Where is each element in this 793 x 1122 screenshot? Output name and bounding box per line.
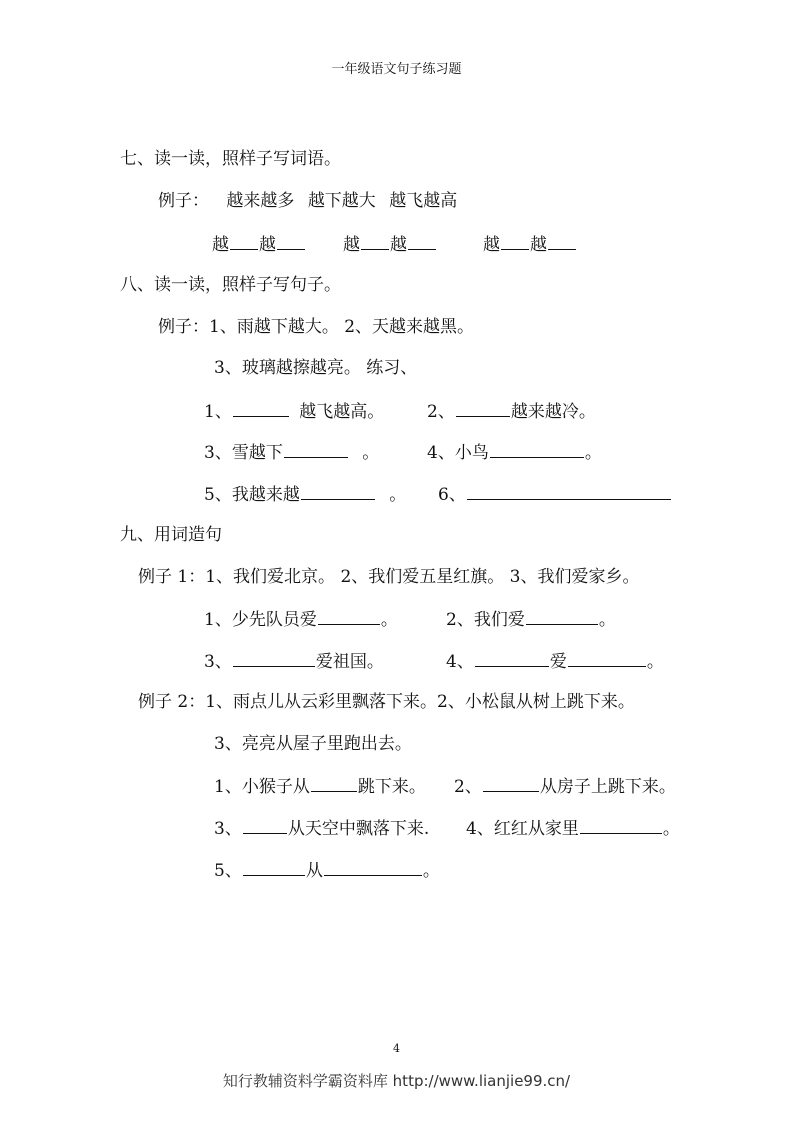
page-number: 4 (393, 1042, 400, 1055)
answer-blank[interactable] (526, 607, 598, 625)
example-label: 例子： (158, 191, 209, 211)
item-text: 。 (584, 443, 602, 463)
answer-blank[interactable] (318, 607, 380, 625)
section-9-b1 (214, 774, 426, 798)
answer-blank[interactable] (490, 440, 584, 458)
section-8-q6 (438, 482, 672, 506)
item-number: 4、 (446, 652, 474, 672)
example-word: 越来越多 (226, 191, 295, 211)
section-8-q1 (204, 399, 384, 423)
section-9-b3 (214, 816, 429, 840)
item-text: 1、小猴子从 (214, 777, 310, 797)
item-text: 1、少先队员爱 (204, 610, 317, 630)
section-8-q2 (427, 399, 596, 423)
section-7-fill-2 (343, 232, 437, 256)
example-word: 越飞越高 (389, 191, 458, 211)
answer-blank[interactable] (243, 816, 287, 834)
page-header: 一年级语文句子练习题 (331, 62, 462, 77)
section-8-q5 (204, 482, 406, 506)
answer-blank[interactable] (243, 858, 305, 876)
item-number: 1、 (204, 402, 232, 422)
answer-blank[interactable] (277, 232, 305, 250)
section-8-example-1: 例子：1、雨越下越大。 2、天越来越黑。 (158, 317, 475, 337)
answer-blank[interactable] (483, 774, 539, 792)
item-text: 。 (422, 861, 440, 881)
item-text: 。 (389, 485, 407, 505)
section-7-example (158, 190, 457, 212)
item-text: 。 (362, 443, 380, 463)
answer-blank[interactable] (467, 482, 671, 500)
page-footer[interactable]: 知行教辅资料学霸资料库 http://www.lianjie99.cn/ (222, 1072, 571, 1090)
item-text: 2、我们爱 (446, 610, 525, 630)
answer-blank[interactable] (408, 232, 436, 250)
section-7-fill-3 (483, 232, 577, 256)
answer-blank[interactable] (580, 816, 662, 834)
answer-blank[interactable] (456, 399, 510, 417)
answer-blank[interactable] (233, 399, 289, 417)
item-number: 3、 (204, 652, 232, 672)
section-9-title: 九、用词造句 (120, 525, 222, 545)
section-7-fill-1 (212, 232, 306, 256)
section-8-q3 (204, 440, 379, 464)
item-text: 5、我越来越 (204, 485, 300, 505)
answer-blank[interactable] (311, 774, 357, 792)
item-number: 2、 (454, 777, 482, 797)
item-text: 越来越冷。 (510, 402, 596, 422)
item-text: 。 (598, 610, 616, 630)
fill-char: 越 (343, 235, 360, 255)
section-9-a4 (446, 649, 664, 673)
item-number: 6、 (438, 485, 466, 505)
fill-char: 越 (530, 235, 547, 255)
section-9-a1 (204, 607, 398, 631)
item-text: 越飞越高。 (299, 402, 385, 422)
item-number: 5、 (214, 861, 242, 881)
example-word: 越下越大 (307, 191, 376, 211)
item-text: 。 (662, 819, 680, 839)
fill-char: 越 (259, 235, 276, 255)
item-text: 爱祖国。 (315, 652, 384, 672)
item-text: 3、雪越下 (204, 443, 283, 463)
section-9-a3 (204, 649, 384, 673)
answer-blank[interactable] (361, 232, 389, 250)
answer-blank[interactable] (501, 232, 529, 250)
item-number: 2、 (427, 402, 455, 422)
section-9-example-2b: 3、亮亮从屋子里跑出去。 (214, 734, 412, 754)
answer-blank[interactable] (233, 649, 315, 667)
item-number: 3、 (214, 819, 242, 839)
item-text: 。 (646, 652, 664, 672)
section-9-a2 (446, 607, 616, 631)
fill-char: 越 (483, 235, 500, 255)
item-text: 跳下来。 (357, 777, 426, 797)
item-text: 。 (380, 610, 398, 630)
section-8-example-2: 3、玻璃越擦越亮。 练习、 (214, 358, 418, 378)
answer-blank[interactable] (568, 649, 646, 667)
item-text: 爱 (549, 652, 567, 672)
section-9-b4 (466, 816, 680, 840)
section-9-b2 (454, 774, 676, 798)
answer-blank[interactable] (301, 482, 375, 500)
item-text: 从天空中飘落下来. (287, 819, 430, 839)
answer-blank[interactable] (230, 232, 258, 250)
section-8-title: 八、读一读，照样子写句子。 (120, 275, 341, 295)
section-9-b5 (214, 858, 440, 882)
section-9-example-1: 例子 1：1、我们爱北京。 2、我们爱五星红旗。 3、我们爱家乡。 (138, 567, 640, 587)
item-text: 从房子上跳下来。 (539, 777, 676, 797)
fill-char: 越 (390, 235, 407, 255)
fill-char: 越 (212, 235, 229, 255)
answer-blank[interactable] (475, 649, 549, 667)
section-9-example-2: 例子 2：1、雨点儿从云彩里飘落下来。2、小松鼠从树上跳下来。 (138, 692, 635, 712)
answer-blank[interactable] (548, 232, 576, 250)
answer-blank[interactable] (324, 858, 422, 876)
item-text: 从 (305, 861, 323, 881)
item-text: 4、红红从家里 (466, 819, 579, 839)
section-8-q4 (427, 440, 602, 464)
answer-blank[interactable] (284, 440, 348, 458)
section-7-title: 七、读一读，照样子写词语。 (120, 149, 341, 169)
item-text: 4、小鸟 (427, 443, 489, 463)
